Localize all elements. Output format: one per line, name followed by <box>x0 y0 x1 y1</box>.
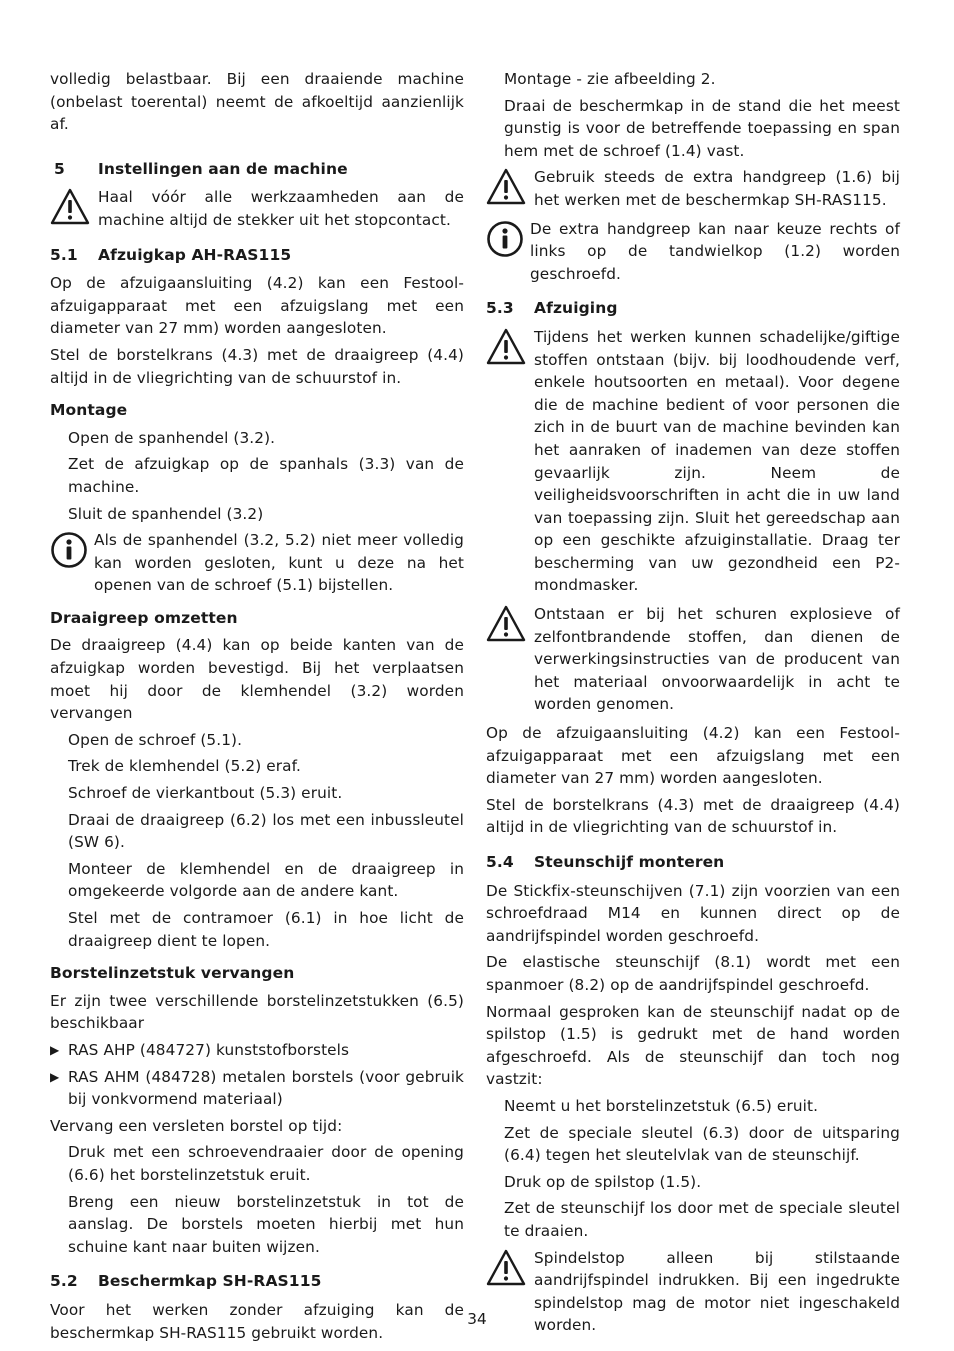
section-5-heading: 5 Instellingen aan de machine <box>54 159 348 178</box>
step: Open de schroef (5.1). <box>68 730 243 749</box>
info-note: Als de spanhendel (3.2, 5.2) niet meer volledig kan worden gesloten, kunt u deze na het openen van de schroef (5.1) bijstellen. <box>50 529 464 597</box>
montage-heading: Montage <box>50 401 128 420</box>
borstel-heading: Borstelinzetstuk vervangen <box>50 964 295 983</box>
step: Druk met een schroevendraaier door de opening (6.6) het borstelinzetstuk eruit. <box>68 1143 464 1184</box>
section-5-3-heading: 5.3 Afzuiging <box>486 299 618 318</box>
paragraph: Normaal gesproken kan de steunschijf nadat op de spilstop (1.5) is gedrukt met de hand worden afgeschroefd. Als de steunschijf dan toch nog vastzit: <box>486 1002 900 1089</box>
warning-note: Gebruik steeds de extra handgreep (1.6) bij het werken met de beschermkap SH-RAS115. <box>486 166 900 211</box>
step: Trek de klemhendel (5.2) eraf. <box>68 757 301 776</box>
paragraph: Stel de borstelkrans (4.3) met de draaigreep (4.4) altijd in de vliegrichting van de schuurstof in. <box>50 345 464 387</box>
step: Druk op de spilstop (1.5). <box>504 1172 702 1191</box>
step: Neemt u het borstelinzetstuk (6.5) eruit. <box>504 1096 819 1115</box>
page-number: 34 <box>467 1310 487 1328</box>
step: Open de spanhendel (3.2). <box>68 428 276 447</box>
step: Schroef de vierkantbout (5.3) eruit. <box>68 784 343 803</box>
warning-triangle-icon <box>486 166 534 206</box>
paragraph: De Stickfix-steunschijven (7.1) zijn voorzien van een schroefdraad M14 en kunnen direct op de aandrijfspindel worden geschroefd. <box>486 881 900 945</box>
step: Draai de draaigreep (6.2) los met een inbussleutel (SW 6). <box>68 810 464 852</box>
info-circle-icon <box>50 529 94 569</box>
paragraph: De draaigreep (4.4) kan op beide kanten van de afzuigkap worden bevestigd. Bij het verplaatsen moet hij door de klemhendel (3.2) worden vervangen <box>50 636 464 723</box>
step: Stel met de contramoer (6.1) in hoe licht de draaigreep dient te lopen. <box>68 909 464 950</box>
paragraph: Er zijn twee verschillende borstelinzetstukken (6.5) beschikbaar <box>50 991 464 1033</box>
warning-triangle-icon <box>50 186 98 226</box>
list-item: ▶ RAS AHM (484728) metalen borstels (voor gebruik bij vonkvormend materiaal) <box>50 1066 464 1111</box>
warning-triangle-icon <box>486 603 534 643</box>
step: Sluit de spanhendel (3.2) <box>68 504 264 523</box>
paragraph: De elastische steunschijf (8.1) wordt met een spanmoer (8.2) op de aandrijfspindel geschroefd. <box>486 953 900 994</box>
warning-note: Ontstaan er bij het schuren explosieve of zelfontbrandende stoffen, dan dienen de verwerkingsinstructies van de producent van het materiaal onvoorwaardelijk in acht te worden genomen. <box>486 603 900 716</box>
step: Monteer de klemhendel en de draaigreep in omgekeerde volgorde aan de andere kant. <box>68 859 464 901</box>
step: Zet de speciale sleutel (6.3) door de uitsparing (6.4) tegen het sleutelvlak van de steunschijf. <box>504 1123 900 1165</box>
info-circle-icon <box>486 218 530 258</box>
warning-triangle-icon <box>486 326 534 366</box>
list-item: ▶ RAS AHP (484727) kunststofborstels <box>50 1039 464 1062</box>
right-column <box>486 68 900 1343</box>
intro-text: volledig belastbaar. Bij een draaiende machine (onbelast toerental) neemt de afkoeltijd aanzienlijk af. <box>50 70 464 134</box>
section-5-1-heading: 5.1 Afzuigkap AH-RAS115 <box>50 245 292 264</box>
section-5-4-heading: 5.4 Steunschijf monteren <box>486 853 725 871</box>
section-5-2-heading: 5.2 Beschermkap SH-RAS115 <box>50 1272 322 1291</box>
warning-triangle-icon <box>486 1247 534 1287</box>
paragraph: Op de afzuigaansluiting (4.2) kan een Festool-afzuigapparaat met een afzuigslang met een diameter van 27 mm) worden aangesloten. <box>486 724 900 788</box>
draaigreep-heading: Draaigreep omzetten <box>50 608 238 627</box>
info-note: De extra handgreep kan naar keuze rechts of links op de tandwielkop (1.2) worden geschroefd. <box>486 218 900 286</box>
warning-note: Tijdens het werken kunnen schadelijke/giftige stoffen ontstaan (bijv. bij loodhoudende verf, enkele houtsoorten en metaal). Voor degene die de machine bedient of voor personen die zich in de buurt van de machine bevinden kan het aanraken of inademen van deze stoffen gevaarlijk zijn. Neem de veiligheidsvoorschriften in acht die in uw land van toepassing zijn. Sluit het gereedschap aan op een geschikte afzuiginstallatie. Draag ter bescherming van uw gezondheid een P2-mondmasker. <box>486 326 900 597</box>
step: Zet de afzuigkap op de spanhals (3.3) van de machine. <box>68 455 464 496</box>
paragraph: Op de afzuigaansluiting (4.2) kan een Festool-afzuigapparaat met een afzuigslang met een diameter van 27 mm) worden aangesloten. <box>50 274 464 338</box>
triangle-bullet-icon: ▶ <box>50 1069 60 1084</box>
triangle-bullet-icon: ▶ <box>50 1042 60 1057</box>
step: Montage - zie afbeelding 2. <box>504 70 716 88</box>
step: Draai de beschermkap in de stand die het meest gunstig is voor de betreffende toepassing en span hem met de schroef (1.4) vast. <box>504 96 900 160</box>
paragraph: Stel de borstelkrans (4.3) met de draaigreep (4.4) altijd in de vliegrichting van de schuurstof in. <box>486 795 900 837</box>
warning-note: Spindelstop alleen bij stilstaande aandrijfspindel indrukken. Bij een ingedrukte spindelstop mag de motor niet ingeschakeld worden. <box>486 1247 900 1337</box>
step: Breng een nieuw borstelinzetstuk in tot de aanslag. De borstels moeten hierbij met hun schuine kant naar buiten wijzen. <box>68 1192 464 1256</box>
paragraph: Vervang een versleten borstel op tijd: <box>50 1116 343 1135</box>
paragraph: Voor het werken zonder afzuiging kan de beschermkap SH-RAS115 gebruikt worden. <box>50 1300 464 1342</box>
left-column <box>50 68 464 1348</box>
warning-note: Haal vóór alle werkzaamheden aan de machine altijd de stekker uit het stopcontact. <box>50 186 464 231</box>
step: Zet de steunschijf los door met de speciale sleutel te draaien. <box>504 1199 900 1240</box>
